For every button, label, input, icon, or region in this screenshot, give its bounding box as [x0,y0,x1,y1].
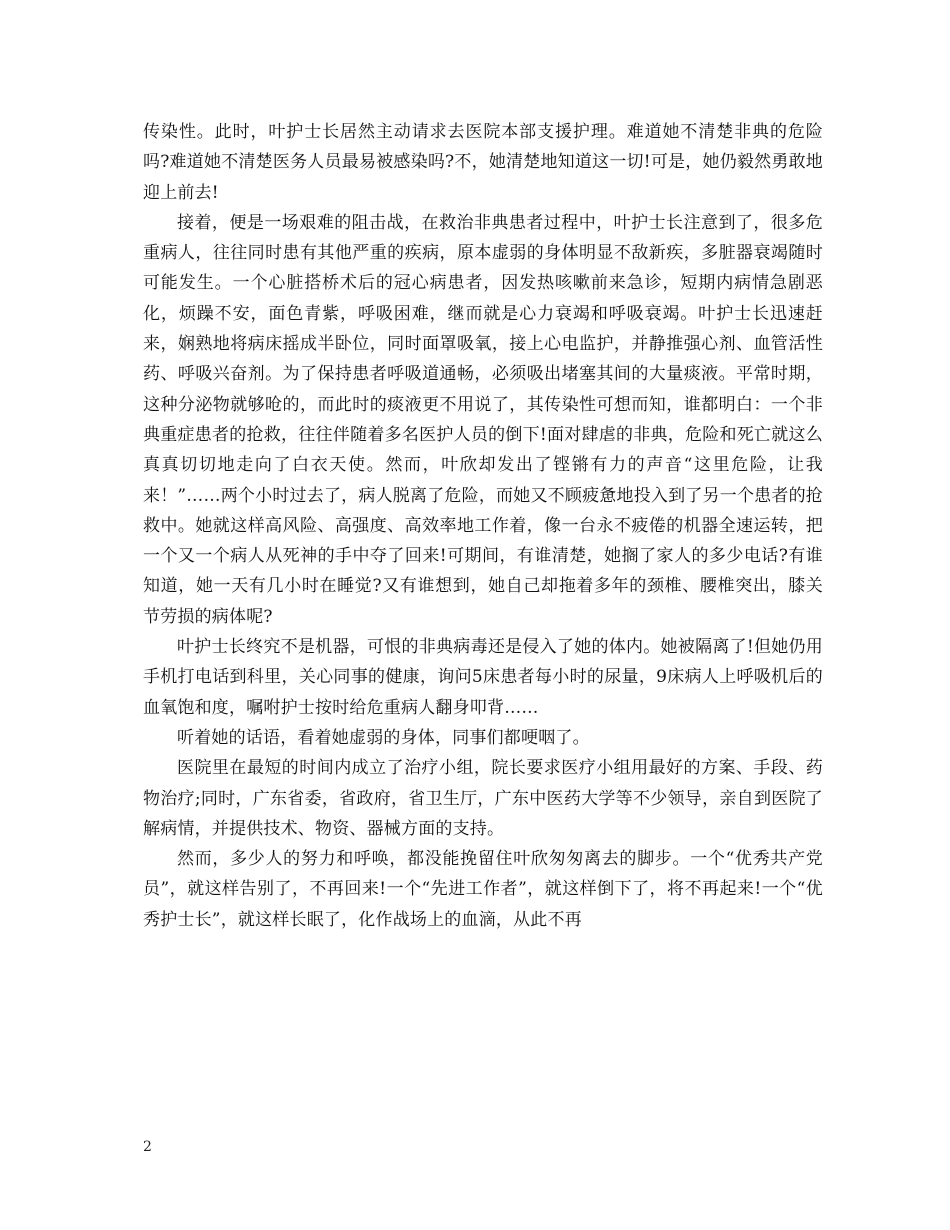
paragraph-5: 医院里在最短的时间内成立了治疗小组，院长要求医疗小组用最好的方案、手段、药物治疗;同时，广东省委，省政府，省卫生厅，广东中医药大学等不少领导，亲自到医院了解病情，并提供技术、物资、器械方面的支持。 [143,758,823,839]
paragraph-1: 传染性。此时，叶护士长居然主动请求去医院本部支援护理。难道她不清楚非典的危险吗?难道她不清楚医务人员最易被感染吗?不，她清楚地知道这一切!可是，她仍毅然勇敢地迎上前去! [143,122,823,203]
page-number: 2 [143,1139,152,1155]
body-text [143,117,823,935]
paragraph-2: 接着，便是一场艰难的阻击战，在救治非典患者过程中，叶护士长注意到了，很多危重病人，往往同时患有其他严重的疾病，原本虚弱的身体明显不敌新疾，多脏器衰竭随时可能发生。一个心脏搭桥术后的冠心病患者，因发热咳嗽前来急诊，短期内病情急剧恶化，烦躁不安，面色青紫，呼吸困难，继而就是心力衰竭和呼吸衰竭。叶护士长迅速赶来，娴熟地将病床摇成半卧位，同时面罩吸氧，接上心电监护，并静推强心剂、血管活性药、呼吸兴奋剂。为了保持患者呼吸道通畅，必须吸出堵塞其间的大量痰液。平常时期，这种分泌物就够呛的，而此时的痰液更不用说了，其传染性可想而知，谁都明白：一个非典重症患者的抢救，往往伴随着多名医护人员的倒下!面对肆虐的非典，危险和死亡就这么真真切切地走向了白衣天使。然而，叶欣却发出了铿锵有力的声音“这里危险，让我来！”……两个小时过去了，病人脱离了危险，而她又不顾疲惫地投入到了另一个患者的抢救中。她就这样高风险、高强度、高效率地工作着，像一台永不疲倦的机器全速运转，把一个又一个病人从死神的手中夺了回来!可期间，有谁清楚，她搁了家人的多少电话?有谁知道，她一天有几小时在睡觉?又有谁想到，她自己却拖着多年的颈椎、腰椎突出，膝关节劳损的病体呢? [143,212,823,627]
paragraph-3: 叶护士长终究不是机器，可恨的非典病毒还是侵入了她的体内。她被隔离了!但她仍用手机打电话到科里，关心同事的健康，询问5床患者每小时的尿量，9床病人上呼吸机后的血氧饱和度，嘱咐护士按时给危重病人翻身叩背…… [143,637,823,718]
paragraph-4: 听着她的话语，看着她虚弱的身体，同事们都哽咽了。 [177,727,590,748]
paragraph-6: 然而，多少人的努力和呼唤，都没能挽留住叶欣匆匆离去的脚步。一个“优秀共产党员”，就这样告别了，不再回来!一个“先进工作者”，就这样倒下了，将不再起来!一个“优秀护士长”，就这样长眠了，化作战场上的血滴，从此不再 [143,849,823,930]
